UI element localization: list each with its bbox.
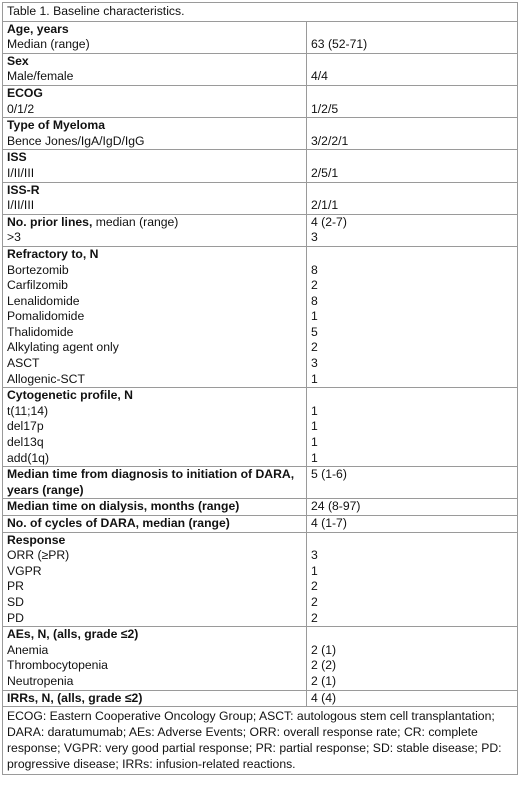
row-label: Bortezomib: [7, 262, 69, 277]
row-value: 1: [311, 403, 318, 418]
footnote-row: [3, 707, 518, 775]
row-value: 2 (1): [311, 673, 337, 688]
section-value-cell: [307, 214, 518, 246]
row-label: add(1q): [7, 450, 50, 465]
section-row: [3, 85, 518, 117]
section-label-cell: [3, 150, 307, 182]
summary-value: 5 (1-6): [311, 467, 347, 482]
summary-value: 4 (1-7): [311, 516, 347, 530]
row-label: 0/1/2: [7, 101, 35, 116]
section-value-cell: [307, 532, 518, 627]
row-value: 2: [311, 610, 318, 625]
row-label: Thalidomide: [7, 324, 74, 339]
section-row: [3, 21, 518, 53]
row-label: PR: [7, 579, 24, 594]
section-value-cell: [307, 246, 518, 387]
row-value: 1: [311, 371, 318, 386]
section-header: [7, 183, 302, 199]
table-caption: Table 1. Baseline characteristics.: [3, 3, 518, 22]
row-label: Thrombocytopenia: [7, 658, 108, 673]
section-row: [3, 388, 518, 467]
row-label: PD: [7, 610, 24, 625]
section-header: [7, 388, 302, 404]
summary-row: [3, 467, 518, 499]
section-row: [3, 214, 518, 246]
row-value: 3/2/2/1: [311, 133, 349, 148]
section-header: [7, 150, 302, 166]
section-header: Response: [7, 532, 66, 547]
summary-label: Median time on dialysis, months (range): [7, 499, 240, 514]
summary-value-cell: [307, 467, 518, 499]
row-value: 2: [311, 594, 318, 609]
row-label: ORR (≥PR): [7, 548, 70, 563]
section-header-value: [311, 183, 513, 199]
aes-section-row: [3, 627, 518, 690]
section-row: [3, 182, 518, 214]
row-label: ASCT: [7, 356, 40, 371]
section-header: AEs, N, (alls, grade ≤2): [7, 627, 139, 642]
section-label-cell: [3, 627, 307, 690]
row-label: Male/female: [7, 69, 74, 84]
row-label: Bence Jones/IgA/IgD/IgG: [7, 133, 145, 148]
section-header-value: [311, 22, 513, 38]
section-label-cell: [3, 246, 307, 387]
section-header: [7, 247, 302, 263]
row-label: del17p: [7, 419, 44, 434]
section-header-text: ISS-R: [7, 182, 40, 197]
section-label-cell: [3, 182, 307, 214]
section-row: [3, 246, 518, 387]
section-value-cell: [307, 182, 518, 214]
section-label-cell: [3, 85, 307, 117]
row-label: Neutropenia: [7, 673, 74, 688]
summary-label: Median time from diagnosis to initiation of DARA, years (range): [7, 467, 295, 497]
row-value: 3: [311, 548, 318, 563]
irrs-value-cell: [307, 690, 518, 707]
row-value: 2/5/1: [311, 165, 339, 180]
section-header-value: [311, 118, 513, 134]
row-value: 2: [311, 340, 318, 355]
section-header: [7, 86, 302, 102]
row-value: 2/1/1: [311, 198, 339, 213]
section-header: [7, 215, 302, 231]
section-header-value: [311, 86, 513, 102]
section-label-cell: [3, 118, 307, 150]
section-header-text: Sex: [7, 53, 29, 68]
section-row: [3, 53, 518, 85]
section-row: [3, 150, 518, 182]
baseline-characteristics-table-wrapper: [2, 2, 517, 775]
irrs-label-cell: [3, 690, 307, 707]
section-header-text: No. prior lines,: [7, 214, 93, 229]
summary-value: 24 (8-97): [311, 499, 361, 514]
row-label: SD: [7, 594, 24, 609]
row-value: 1: [311, 309, 318, 324]
row-label: >3: [7, 230, 21, 245]
section-header-value: [311, 150, 513, 166]
row-label: del13q: [7, 435, 44, 450]
row-value: 4/4: [311, 69, 328, 84]
row-value: 8: [311, 262, 318, 277]
section-header-text: Cytogenetic profile, N: [7, 388, 133, 403]
section-header-value: 4 (2-7): [311, 214, 347, 229]
row-value: 2: [311, 278, 318, 293]
row-label: Allogenic-SCT: [7, 371, 85, 386]
row-value: 3: [311, 356, 318, 371]
irrs-row: [3, 690, 518, 707]
summary-row: [3, 499, 518, 516]
row-label: Anemia: [7, 642, 49, 657]
section-label-cell: [3, 214, 307, 246]
summary-label: No. of cycles of DARA, median (range): [7, 516, 230, 530]
section-value-cell: [307, 53, 518, 85]
summary-row: [3, 516, 518, 533]
section-value-cell: [307, 118, 518, 150]
section-label-cell: [3, 388, 307, 467]
section-value-cell: [307, 388, 518, 467]
row-value: 5: [311, 324, 318, 339]
section-row: [3, 118, 518, 150]
section-header-text: Age, years: [7, 21, 69, 36]
row-label: Lenalidomide: [7, 293, 80, 308]
summary-label-cell: [3, 499, 307, 516]
row-label: t(11;14): [7, 403, 49, 418]
row-label: Carfilzomib: [7, 278, 68, 293]
section-header-extra: median (range): [92, 214, 179, 229]
summary-label-cell: [3, 467, 307, 499]
irrs-label: IRRs, N, (alls, grade ≤2): [7, 690, 143, 705]
response-section-row: [3, 532, 518, 627]
section-header-text: ECOG: [7, 85, 43, 100]
section-label-cell: [3, 21, 307, 53]
caption-row: [3, 3, 518, 22]
row-value: 1: [311, 435, 318, 450]
row-value: 63 (52-71): [311, 37, 368, 52]
section-header-value: [311, 247, 513, 263]
section-value-cell: [307, 85, 518, 117]
section-header-text: ISS: [7, 150, 27, 165]
section-value-cell: [307, 627, 518, 690]
row-value: 2: [311, 579, 318, 594]
summary-value-cell: [307, 516, 518, 533]
section-header-value: [311, 533, 513, 549]
section-header-value: [311, 388, 513, 404]
row-value: 1: [311, 450, 318, 465]
row-value: 2 (2): [311, 658, 337, 673]
row-label: VGPR: [7, 563, 42, 578]
row-value: 2 (1): [311, 642, 337, 657]
row-value: 1/2/5: [311, 101, 339, 116]
section-label-cell: [3, 53, 307, 85]
row-value: 1: [311, 563, 318, 578]
section-header-value: [311, 54, 513, 70]
row-value: 1: [311, 419, 318, 434]
section-header: [7, 22, 302, 38]
row-label: Alkylating agent only: [7, 340, 119, 355]
section-header-value: [311, 627, 513, 643]
section-header-text: Type of Myeloma: [7, 118, 105, 133]
baseline-characteristics-table: [2, 2, 518, 775]
row-value: 8: [311, 293, 318, 308]
section-value-cell: [307, 150, 518, 182]
section-header: [7, 54, 302, 70]
row-label: Pomalidomide: [7, 309, 85, 324]
row-label: I/II/III: [7, 165, 35, 180]
section-header: [7, 118, 302, 134]
row-label: I/II/III: [7, 198, 35, 213]
row-value: 3: [311, 230, 318, 245]
irrs-value: 4 (4): [311, 690, 337, 705]
table-footnote: ECOG: Eastern Cooperative Oncology Group; ASCT: autologous stem cell transplantation; DARA: daratumumab; AEs: Adverse Events; ORR: overall response rate; CR: complete response; VGPR: very good partial response; PR: partial response; SD: stable disease; PD: progressive disease; IRRs: infusion-related reactions.: [3, 707, 518, 775]
section-value-cell: [307, 21, 518, 53]
section-label-cell: [3, 532, 307, 627]
summary-value-cell: [307, 499, 518, 516]
section-header-text: Refractory to, N: [7, 246, 99, 261]
row-label: Median (range): [7, 37, 90, 52]
summary-label-cell: [3, 516, 307, 533]
